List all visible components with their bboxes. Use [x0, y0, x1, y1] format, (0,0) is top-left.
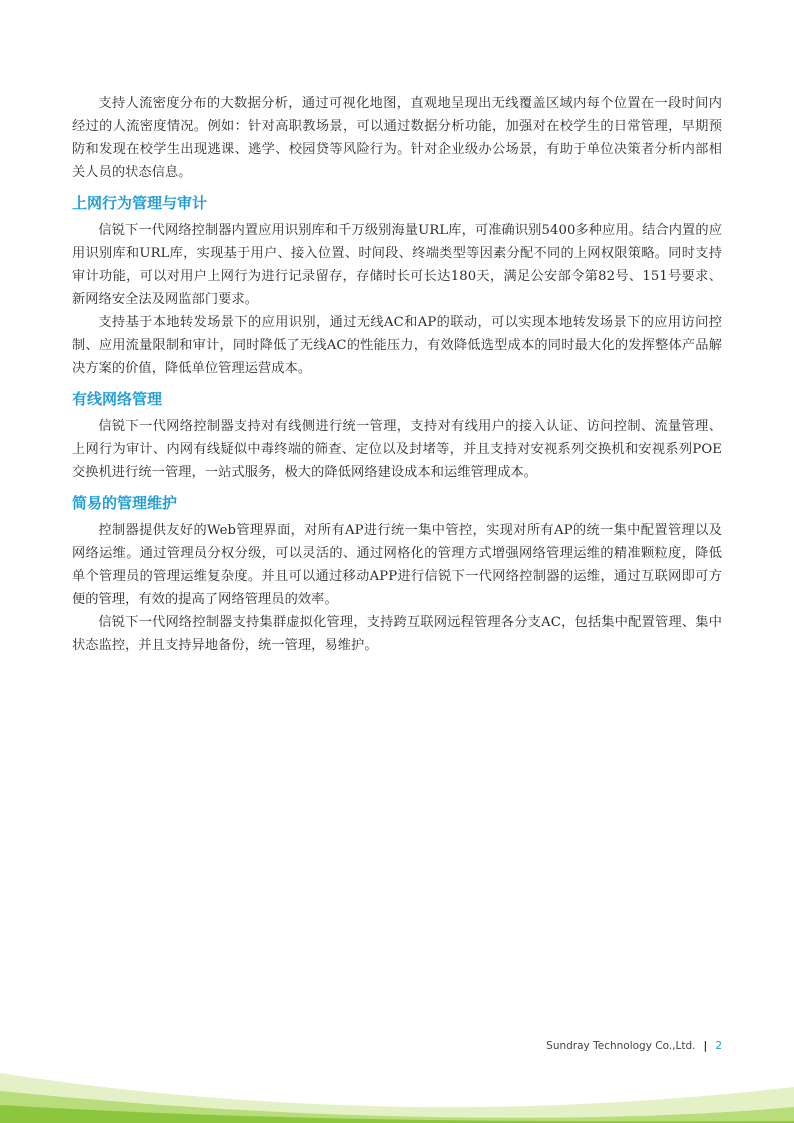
decorative-green-wave — [0, 1043, 794, 1123]
footer-separator: | — [703, 1040, 708, 1052]
section-heading-wired-network: 有线网络管理 — [72, 390, 163, 408]
intro-paragraph: 支持人流密度分布的大数据分析，通过可视化地图，直观地呈现出无线覆盖区域内每个位置在一段时间内经过的人流密度情况。例如：针对高职教场景，可以通过数据分析功能，加强对在校学生的日常管理，早期预防和发现在校学生出现逃课、逃学、校园贷等风险行为。针对企业级办公场景，有助于单位决策者分析内部相关人员的状态信息。 — [72, 96, 722, 180]
section-paragraph: 控制器提供友好的Web管理界面，对所有AP进行统一集中管控，实现对所有AP的统一集中配置管理以及网络运维。通过管理员分权分级，可以灵活的、通过网格化的管理方式增强网络管理运维的精准颗粒度，降低单个管理员的管理运维复杂度。并且可以通过移动APP进行信锐下一代网络控制器的运维，通过互联网即可方便的管理，有效的提高了网络管理员的效率。 — [72, 523, 722, 607]
section-paragraph: 支持基于本地转发场景下的应用识别，通过无线AC和AP的联动，可以实现本地转发场景下的应用访问控制、应用流量限制和审计，同时降低了无线AC的性能压力，有效降低选型成本的同时最大化的发挥整体产品解决方案的价值，降低单位管理运营成本。 — [72, 315, 722, 376]
section-heading-behavior-audit: 上网行为管理与审计 — [72, 194, 208, 212]
section-paragraph: 信锐下一代网络控制器支持集群虚拟化管理，支持跨互联网远程管理各分支AC，包括集中配置管理、集中状态监控，并且支持异地备份，统一管理，易维护。 — [72, 615, 722, 653]
page-number: 2 — [715, 1040, 722, 1052]
company-name: Sundray Technology Co.,Ltd. — [546, 1040, 696, 1052]
section-heading-easy-maintenance: 简易的管理维护 — [72, 494, 178, 512]
section-paragraph: 信锐下一代网络控制器支持对有线侧进行统一管理，支持对有线用户的接入认证、访问控制、流量管理、上网行为审计、内网有线疑似中毒终端的筛查、定位以及封堵等，并且支持对安视系列交换机和安视系列POE交换机进行统一管理，一站式服务，极大的降低网络建设成本和运维管理成本。 — [72, 419, 722, 480]
document-body — [72, 92, 722, 657]
section-paragraph: 信锐下一代网络控制器内置应用识别库和千万级别海量URL库，可准确识别5400多种应用。结合内置的应用识别库和URL库，实现基于用户、接入位置、时间段、终端类型等因素分配不同的上网权限策略。同时支持审计功能，可以对用户上网行为进行记录留存，存储时长可长达180天，满足公安部令第82号、151号要求、新网络安全法及网监部门要求。 — [72, 223, 722, 307]
